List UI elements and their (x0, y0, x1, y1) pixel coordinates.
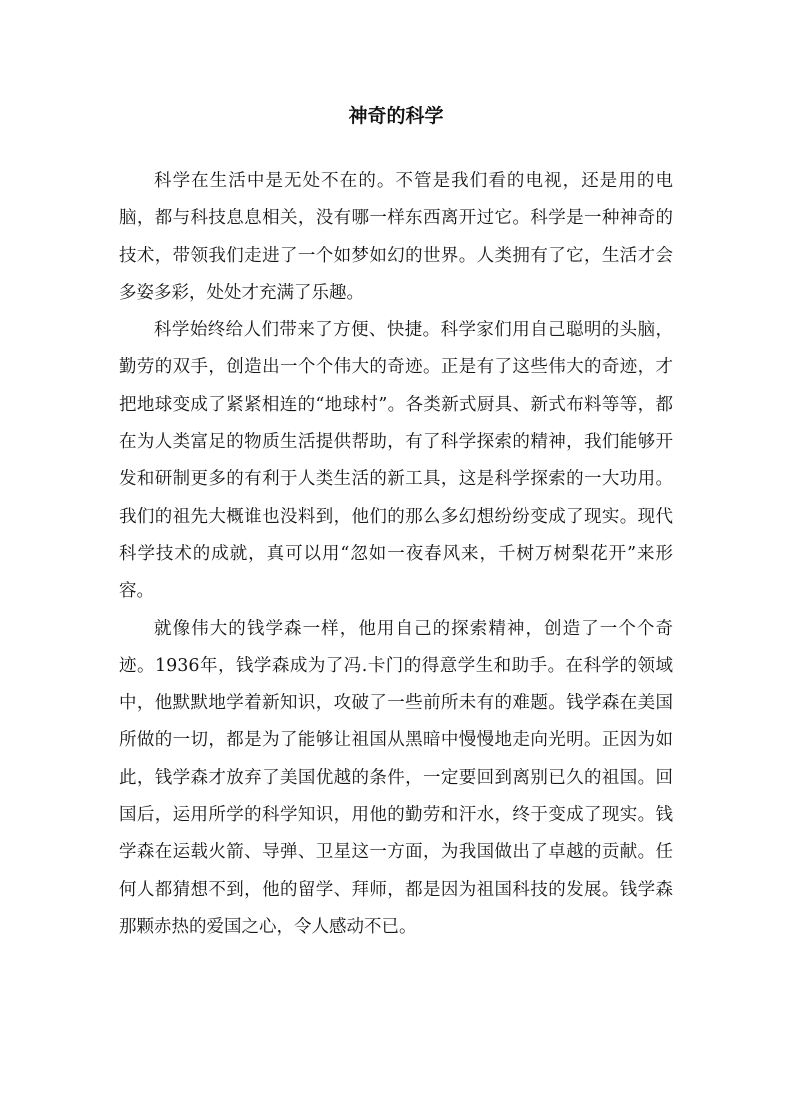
paragraph: 科学始终给人们带来了方便、快捷。科学家们用自己聪明的头脑，勤劳的双手，创造出一个个伟大的奇迹。正是有了这些伟大的奇迹，才把地球变成了紧紧相连的“地球村”。各类新式厨具、新式布料等等，都在为人类富足的物质生活提供帮助，有了科学探索的精神，我们能够开发和研制更多的有利于人类生活的新工具，这是科学探索的一大功用。我们的祖先大概谁也没料到，他们的那么多幻想纷纷变成了现实。现代科学技术的成就，真可以用“忽如一夜春风来，千树万树梨花开”来形容。 (119, 320, 673, 602)
paragraph: 就像伟大的钱学森一样，他用自己的探索精神，创造了一个个奇迹。1936年，钱学森成为了冯.卡门的得意学生和助手。在科学的领域中，他默默地学着新知识，攻破了一些前所未有的难题。钱学森在美国所做的一切，都是为了能够让祖国从黑暗中慢慢地走向光明。正因为如此，钱学森才放弃了美国优越的条件，一定要回到离别已久的祖国。回国后，运用所学的科学知识，用他的勤劳和汗水，终于变成了现实。钱学森在运载火箭、导弹、卫星这一方面，为我国做出了卓越的贡献。任何人都猜想不到，他的留学、拜师，都是因为祖国科技的发展。钱学森那颗赤热的爱国之心，令人感动不已。 (119, 618, 673, 937)
page-title: 神奇的科学 (348, 105, 444, 127)
paragraph: 科学在生活中是无处不在的。不管是我们看的电视，还是用的电脑，都与科技息息相关，没有哪一样东西离开过它。科学是一种神奇的技术，带领我们走进了一个如梦如幻的世界。人类拥有了它，生活才会多姿多彩，处处才充满了乐趣。 (119, 171, 673, 303)
article-body (119, 163, 673, 946)
